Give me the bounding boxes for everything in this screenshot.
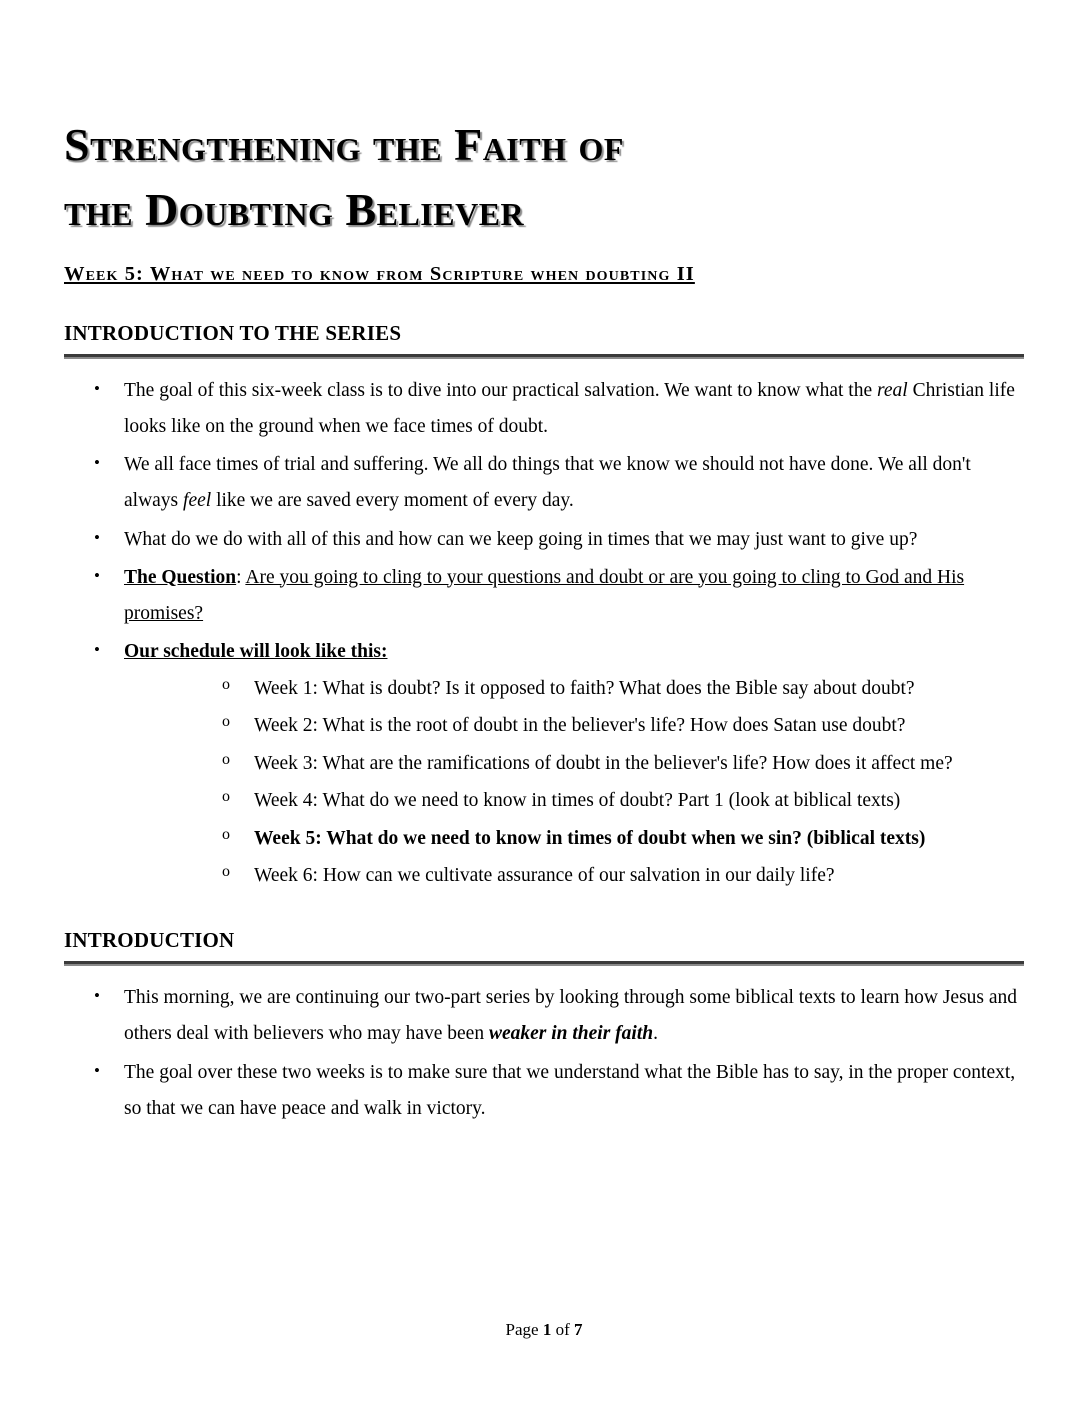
- text-run: This morning, we are continuing our two-part series by looking through some biblical texts to learn how Jesus and others deal with believers who may have been: [124, 987, 1018, 1045]
- page-footer: [0, 1320, 1088, 1340]
- text-run-bold-italic: weaker in their faith: [488, 1023, 654, 1045]
- section-introduction: [64, 928, 1024, 1126]
- list-item-text: Our schedule will look like this:: [124, 640, 388, 662]
- page-title-line-2: the Doubting Believer: [64, 184, 525, 236]
- section-heading: INTRODUCTION: [64, 928, 235, 953]
- sub-bullet-icon: o: [222, 750, 230, 768]
- page-title-line-1: Strengthening the Faith of: [64, 119, 624, 170]
- footer-current-page: 1: [542, 1320, 552, 1339]
- list-item: [64, 1055, 1024, 1127]
- sub-bullet-icon: o: [222, 713, 230, 731]
- bullet-icon: •: [94, 1060, 100, 1080]
- list-item-text: What do we do with all of this and how can we keep going in times that we may just want to give up?: [124, 528, 918, 550]
- section-divider: [64, 354, 1024, 359]
- list-item-text: Week 4: What do we need to know in times of doubt? Part 1 (look at biblical texts): [254, 790, 901, 812]
- footer-prefix: Page: [505, 1320, 543, 1339]
- sub-bullet-icon: o: [222, 788, 230, 806]
- text-run-italic: real: [876, 380, 908, 402]
- list-item-text: The goal over these two weeks is to make sure that we understand what the Bible has to say, in the proper context, so that we can have peace and walk in victory.: [124, 1061, 1016, 1119]
- bullet-icon: •: [94, 379, 100, 399]
- bullet-icon: •: [94, 453, 100, 473]
- text-run: The goal of this six-week class is to dive into our practical salvation. We want to know what the: [124, 380, 877, 402]
- text-run-italic: feel: [183, 490, 212, 512]
- list-item-text: Week 1: What is doubt? Is it opposed to faith? What does the Bible say about doubt?: [254, 677, 915, 699]
- text-run: We all face times of trial and suffering. We all do things that we know we should not have done. We all don't always: [124, 454, 971, 512]
- section-heading: INTRODUCTION TO THE SERIES: [64, 321, 402, 346]
- page-title: [64, 112, 1024, 243]
- text-run: Christian life looks like on the ground when we face times of doubt.: [124, 380, 1015, 438]
- bullet-list-series: [64, 373, 1024, 894]
- bullet-icon: •: [94, 986, 100, 1006]
- bullet-icon: •: [94, 527, 100, 547]
- sub-bullet-icon: o: [222, 675, 230, 693]
- list-item: [124, 707, 1024, 744]
- bullet-icon: •: [94, 639, 100, 659]
- list-item: [64, 560, 1024, 632]
- text-run-bold-underline: The Question: [124, 566, 237, 588]
- list-item: [64, 634, 1024, 895]
- list-item-text: Week 6: How can we cultivate assurance of our salvation in our daily life?: [254, 864, 835, 886]
- list-item-text: [124, 380, 1015, 437]
- list-item: [64, 980, 1024, 1052]
- sub-bullet-icon: o: [222, 862, 230, 880]
- list-item: [124, 857, 1024, 894]
- text-run: :: [236, 566, 246, 588]
- bullet-list-introduction: [64, 980, 1024, 1126]
- text-run: .: [653, 1023, 658, 1045]
- sub-list-schedule: [124, 670, 1024, 895]
- list-item: [124, 820, 1024, 857]
- section-introduction-to-the-series: [64, 321, 1024, 894]
- list-item: [64, 447, 1024, 519]
- list-item: [64, 522, 1024, 558]
- list-item-text: Week 3: What are the ramifications of doubt in the believer's life? How does it affect me?: [254, 752, 953, 774]
- list-item: [64, 373, 1024, 445]
- page-subtitle: Week 5: What we need to know from Scripture when doubting II: [64, 262, 695, 285]
- list-item: [124, 745, 1024, 782]
- list-item-text: [124, 454, 971, 511]
- list-item: [124, 670, 1024, 707]
- sub-bullet-icon: o: [222, 825, 230, 843]
- text-run: like we are saved every moment of every day.: [211, 490, 574, 512]
- section-divider: [64, 961, 1024, 966]
- list-item-text: [124, 567, 964, 624]
- bullet-icon: •: [94, 565, 100, 585]
- text-run-underline: Are you going to cling to your questions and doubt or are you going to cling to God and His promises?: [124, 566, 965, 624]
- list-item-text: Week 5: What do we need to know in times of doubt when we sin? (biblical texts): [254, 827, 926, 849]
- footer-middle: of: [551, 1320, 574, 1339]
- list-item-text: Week 2: What is the root of doubt in the believer's life? How does Satan use doubt?: [254, 715, 906, 737]
- list-item-text: [124, 987, 1017, 1044]
- list-item: [124, 782, 1024, 819]
- footer-total-pages: 7: [573, 1320, 583, 1339]
